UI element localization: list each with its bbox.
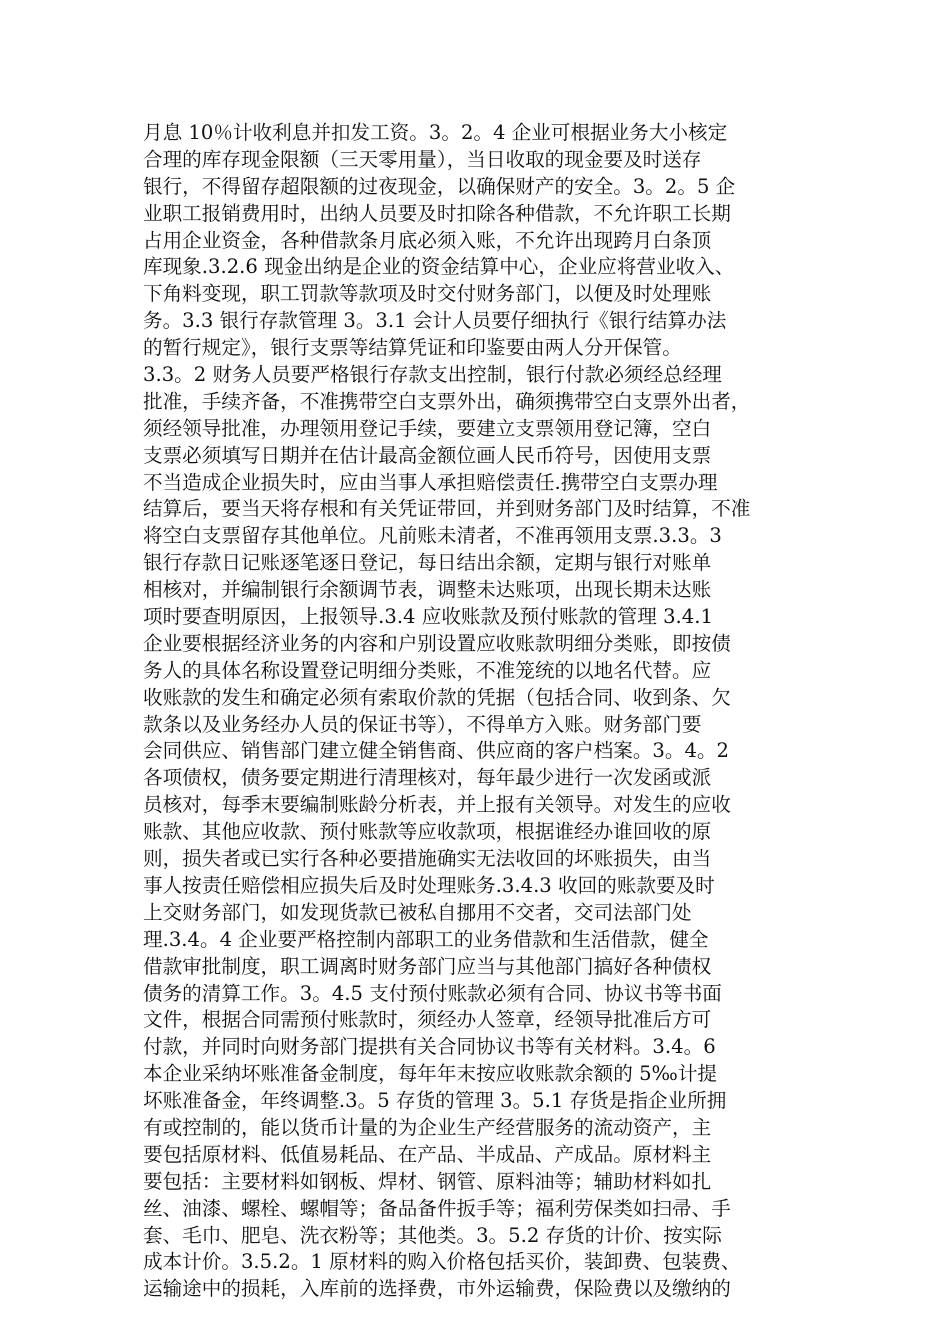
text-line: 不当造成企业损失时，应由当事人承担赔偿责任.携带空白支票办理	[143, 470, 718, 494]
text-line: 支票必须填写日期并在估计最高金额位画人民币符号，因使用支票	[143, 443, 712, 467]
text-line: 合理的库存现金限额（三天零用量），当日收取的现金要及时送存	[143, 147, 702, 171]
text-line: 占用企业资金，各种借款条月底必须入账，不允许出现跨月白条顶	[143, 228, 712, 252]
text-line: 事人按责任赔偿相应损失后及时处理账务.3.4.3 收回的账款要及时	[143, 873, 715, 897]
text-line: 借款审批制度，职工调离时财务部门应当与其他部门搞好各种债权	[143, 954, 712, 978]
text-line: 项时要查明原因，上报领导.3.4 应收账款及预付账款的管理 3.4.1	[143, 605, 713, 629]
text-line: 文件，根据合同需预付账款时，须经办人签章，经领导批准后方可	[143, 1008, 712, 1032]
text-line: 要包括：主要材料如钢板、焊材、钢管、原料油等；辅助材料如扎	[143, 1169, 712, 1193]
text-line: 债务的清算工作。3。4.5 支付预付账款必须有合同、协议书等书面	[143, 981, 722, 1005]
text-line: 业职工报销费用时，出纳人员要及时扣除各种借款，不允许职工长期	[143, 201, 731, 225]
text-line: 有或控制的，能以货币计量的为企业生产经营服务的流动资产，主	[143, 1115, 712, 1139]
text-line: 上交财务部门，如发现货款已被私自挪用不交者，交司法部门处	[143, 900, 692, 924]
text-line: 下角料变现，职工罚款等款项及时交付财务部门，以便及时处理账	[143, 282, 712, 306]
text-line: 会同供应、销售部门建立健全销售商、供应商的客户档案。3。4。2	[143, 739, 730, 763]
text-line: 批准，手续齐备，不准携带空白支票外出，确须携带空白支票外出者，	[143, 389, 751, 413]
document-body	[143, 120, 813, 1303]
text-line: 相核对，并编制银行余额调节表，调整未达账项，出现长期未达账	[143, 578, 712, 602]
text-line: 月息 10％计收利息并扣发工资。3。2。4 企业可根据业务大小核定	[143, 121, 728, 144]
text-line: 的暂行规定》，银行支票等结算凭证和印鉴要由两人分开保管。	[143, 336, 682, 360]
text-line: 账款、其他应收款、预付账款等应收款项，根据谁经办谁回收的原	[143, 820, 712, 844]
text-line: 务人的具体名称设置登记明细分类账，不准笼统的以地名代替。应	[143, 658, 712, 682]
text-line: 企业要根据经济业务的内容和户别设置应收账款明细分类账，即按债	[143, 631, 731, 655]
text-line: 3.3。2 财务人员要严格银行存款支出控制，银行付款必须经总经理	[143, 363, 722, 387]
text-line: 成本计价。3.5.2。1 原材料的购入价格包括买价，装卸费、包装费、	[143, 1250, 741, 1274]
text-line: 将空白支票留存其他单位。凡前账未清者，不准再领用支票.3.3。3	[143, 524, 722, 548]
text-line: 库现象.3.2.6 现金出纳是企业的资金结算中心，企业应将营业收入、	[143, 255, 735, 279]
text-line: 套、毛巾、肥皂、洗衣粉等；其他类。3。5.2 存货的计价、按实际	[143, 1223, 722, 1247]
text-line: 运输途中的损耗，入库前的选择费，市外运输费，保险费以及缴纳的	[143, 1277, 731, 1301]
text-line: 银行存款日记账逐笔逐日登记，每日结出余额，定期与银行对账单	[143, 551, 712, 575]
text-line: 坏账准备金，年终调整.3。5 存货的管理 3。5.1 存货是指企业所拥	[143, 1089, 727, 1113]
text-line: 收账款的发生和确定必须有索取价款的凭据（包括合同、收到条、欠	[143, 685, 731, 709]
text-line: 款条以及业务经办人员的保证书等），不得单方入账。财务部门要	[143, 712, 702, 736]
text-line: 各项债权，债务要定期进行清理核对，每年最少进行一次发函或派	[143, 766, 712, 790]
text-line: 结算后，要当天将存根和有关凭证带回，并到财务部门及时结算，不准	[143, 497, 751, 521]
text-line: 银行，不得留存超限额的过夜现金，以确保财产的安全。3。2。5 企	[143, 174, 736, 198]
text-line: 则，损失者或已实行各种必要措施确实无法收回的坏账损失，由当	[143, 847, 712, 871]
text-line: 员核对，每季末要编制账龄分析表，并上报有关领导。对发生的应收	[143, 793, 731, 817]
text-line: 理.3.4。4 企业要严格控制内部职工的业务借款和生活借款，健全	[143, 927, 709, 951]
text-line: 丝、油漆、螺栓、螺帽等；备品备件扳手等；福利劳保类如扫帚、手	[143, 1196, 731, 1220]
text-line: 要包括原材料、低值易耗品、在产品、半成品、产成品。原材料主	[143, 1142, 712, 1166]
text-line: 须经领导批准，办理领用登记手续，要建立支票领用登记簿，空白	[143, 416, 712, 440]
text-line: 本企业采纳坏账准备金制度，每年年末按应收账款余额的 5‰计提	[143, 1062, 718, 1086]
text-line: 务。3.3 银行存款管理 3。3.1 会计人员要仔细执行《银行结算办法	[143, 309, 727, 333]
text-line: 付款，并同时向财务部门提拱有关合同协议书等有关材料。3.4。6	[143, 1035, 716, 1059]
